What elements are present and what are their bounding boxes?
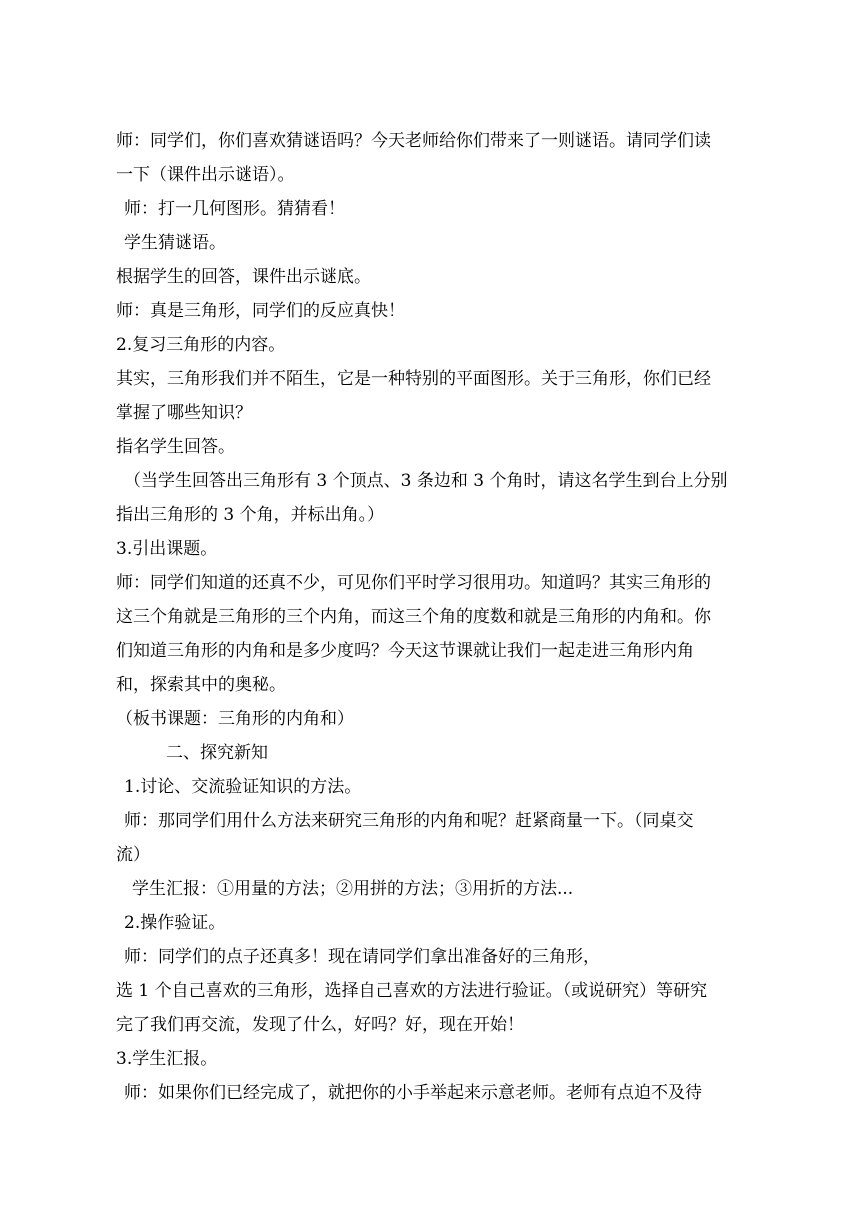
text-line: 指名学生回答。 [116,437,235,457]
text-line: 和，探索其中的奥秘。 [116,675,286,695]
text-line: 指出三角形的 3 个角，并标出角。） [116,505,385,525]
text-line: 流） [116,845,150,865]
text-line: 师：同学们知道的还真不少，可见你们平时学习很用功。知道吗？其实三角形的 [116,573,711,593]
text-line: 完了我们再交流，发现了什么，好吗？好，现在开始！ [116,1015,524,1035]
text-line: 2.复习三角形的内容。 [116,335,286,355]
text-line: 根据学生的回答，课件出示谜底。 [116,267,371,287]
text-line: 们知道三角形的内角和是多少度吗？今天这节课就让我们一起走进三角形内角 [116,641,694,661]
text-line: 3.学生汇报。 [116,1049,218,1069]
text-line: 一下（课件出示谜语）。 [116,165,295,185]
text-line: 师：如果你们已经完成了，就把你的小手举起来示意老师。老师有点迫不及待 [124,1083,702,1103]
text-line: 师：打一几何图形。猜猜看！ [124,199,345,219]
text-line: 1.讨论、交流验证知识的方法。 [124,777,362,797]
text-line: 师：真是三角形，同学们的反应真快！ [116,301,405,321]
section-heading: 二、探究新知 [166,743,268,763]
text-line: （板书课题：三角形的内角和） [116,709,354,729]
text-line: （当学生回答出三角形有 3 个顶点、3 条边和 3 个角时，请这名学生到台上分别 [124,471,728,491]
text-line: 掌握了哪些知识？ [116,403,252,423]
text-line: 学生猜谜语。 [124,233,226,253]
text-line: 这三个角就是三角形的三个内角，而这三个角的度数和就是三角形的内角和。你 [116,607,711,627]
text-line: 其实，三角形我们并不陌生，它是一种特别的平面图形。关于三角形，你们已经 [116,369,711,389]
text-line: 师：同学们，你们喜欢猜谜语吗？今天老师给你们带来了一则谜语。请同学们读 [116,131,711,151]
text-line: 选 1 个自己喜欢的三角形，选择自己喜欢的方法进行验证。（或说研究）等研究 [116,981,708,1001]
text-line: 3.引出课题。 [116,539,218,559]
text-line: 师：那同学们用什么方法来研究三角形的内角和呢？赶紧商量一下。（同桌交 [124,811,694,831]
text-line: 2.操作验证。 [124,913,226,933]
text-line: 师：同学们的点子还真多！现在请同学们拿出准备好的三角形， [124,947,600,967]
text-line: 学生汇报：①用量的方法；②用拼的方法；③用折的方法... [132,879,574,899]
